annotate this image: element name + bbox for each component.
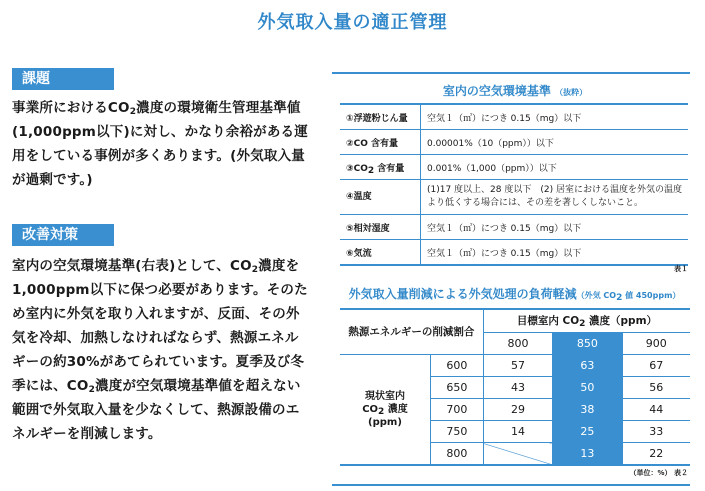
table1-key: ⑤相対湿度 xyxy=(340,215,421,240)
table-cell: 29 xyxy=(483,399,552,421)
table-cell: 44 xyxy=(622,399,690,421)
table1-value: 0.001%（1,000（ppm））以下 xyxy=(421,155,689,180)
table-cell: 63 xyxy=(553,355,622,377)
table1-value: (1)17 度以上、28 度以下 (2) 居室における温度を外気の温度より低くする場合には、その差を著しくしないこと。 xyxy=(421,180,689,215)
table1-value: 空気１（㎥）につき 0.15（mg）以下 xyxy=(421,240,689,266)
table1-key-part: ③CO xyxy=(346,163,368,174)
row-group-line: (ppm) xyxy=(368,417,402,428)
table1-title xyxy=(340,82,690,99)
table-cell: 14 xyxy=(483,421,552,443)
column-group-part: 目標室内 CO xyxy=(516,315,580,328)
table1-key: ②CO 含有量 xyxy=(340,130,421,155)
table-cell-empty xyxy=(483,443,552,466)
row-group-sub: 2 xyxy=(378,407,385,417)
table1-key: ⑥気流 xyxy=(340,240,421,266)
table1-row xyxy=(340,130,688,155)
issue-text-part2: 濃度の環境衛生管理基準値(1,000ppm以下)に対し、かなり余裕がある運用をしている事例が多くあります。(外気取入量が過剰です。) xyxy=(12,100,308,188)
table1-key xyxy=(340,155,421,180)
table2-note-label: 表２ xyxy=(674,469,688,477)
table1-key: ④温度 xyxy=(340,180,421,215)
column-header: 850 xyxy=(553,332,622,355)
column-header: 800 xyxy=(483,332,552,355)
row-header: 700 xyxy=(431,399,484,421)
table-cell: 33 xyxy=(622,421,690,443)
corner-label: 熱源エネルギーの削減割合 xyxy=(340,309,483,355)
measure-label: 改善対策 xyxy=(12,224,114,246)
table2-title-text: 外気取入量削減による外気処理の負荷軽減 xyxy=(348,287,577,301)
column-header: 900 xyxy=(622,332,690,355)
table1-row xyxy=(340,155,688,180)
measure-text xyxy=(12,254,312,446)
row-header: 750 xyxy=(431,421,484,443)
table1-key: ①浮遊粉じん量 xyxy=(340,104,421,130)
table-row xyxy=(340,355,690,377)
row-header: 800 xyxy=(431,443,484,466)
table1-row xyxy=(340,215,688,240)
measure-text-part1: 室内の空気環境基準(右表)として、CO xyxy=(12,258,252,274)
table-cell: 25 xyxy=(553,421,622,443)
table2-note xyxy=(600,468,688,478)
row-group-line: 現状室内 xyxy=(365,391,405,402)
table-cell: 22 xyxy=(622,443,690,466)
issue-text xyxy=(12,96,312,192)
table1-key-part: 含有量 xyxy=(374,163,405,174)
table-cell: 56 xyxy=(622,377,690,399)
table2-title-note xyxy=(576,291,681,303)
row-header: 650 xyxy=(431,377,484,399)
row-group-line: CO xyxy=(362,404,379,415)
column-group-part: 濃度（ppm） xyxy=(585,315,658,328)
table-cell: 13 xyxy=(553,443,622,466)
table1-value: 0.00001%（10（ppm））以下 xyxy=(421,130,689,155)
measure-text-sub1: 2 xyxy=(251,265,259,275)
load-reduction-table xyxy=(340,308,690,466)
air-quality-standards-table xyxy=(340,103,688,266)
table2-title-note-part: （外気 CO xyxy=(576,291,617,300)
table1-row xyxy=(340,180,688,215)
row-group-label xyxy=(340,355,431,466)
column-group-label xyxy=(483,309,690,332)
table1-title-note: （抜粋） xyxy=(555,88,588,97)
row-header: 600 xyxy=(431,355,484,377)
table2-title-note-sub: 2 xyxy=(616,293,623,303)
table1-row xyxy=(340,104,688,130)
table1-top-bar xyxy=(332,72,690,74)
measure-text-sub2: 2 xyxy=(88,385,96,395)
table-cell: 38 xyxy=(553,399,622,421)
table2-bottom-bar xyxy=(332,484,690,486)
measure-text-part2: 濃度を1,000ppm以下に保つ必要があります。そのため室内に外気を取り入れますが、反面、その外気を冷却、加熱しなければならず、熱源エネルギーの約30%があてられています。夏季及び冬季には、CO xyxy=(12,258,308,394)
table-cell: 50 xyxy=(553,377,622,399)
table2-header-row xyxy=(340,309,690,332)
column-group-sub: 2 xyxy=(579,319,586,330)
measure-text-part3: 濃度が空気環境基準値を超えない範囲で外気取入量を少なくして、熱源設備のエネルギーを削減します。 xyxy=(12,378,301,442)
table1-value: 空気１（㎥）につき 0.15（mg）以下 xyxy=(421,104,689,130)
table2-unit-note: （単位：%） xyxy=(629,469,672,477)
table-cell: 43 xyxy=(483,377,552,399)
table1-key-sub: 2 xyxy=(367,165,375,176)
row-group-line: 濃度 xyxy=(384,404,408,415)
table-cell: 57 xyxy=(483,355,552,377)
table1-title-text: 室内の空気環境基準 xyxy=(442,84,551,98)
page-title: 外気取入量の適正管理 xyxy=(257,12,448,33)
table2-title xyxy=(332,285,697,302)
table1-value: 空気１（㎥）につき 0.15（mg）以下 xyxy=(421,215,689,240)
issue-text-part1: 事業所におけるCO xyxy=(12,100,130,116)
table2-title-note-part: 値 450ppm） xyxy=(622,291,681,300)
issue-label: 課題 xyxy=(12,68,114,90)
issue-text-sub: 2 xyxy=(129,107,137,117)
table-cell: 67 xyxy=(622,355,690,377)
table1-row xyxy=(340,240,688,266)
table1-note: 表１ xyxy=(674,265,688,273)
